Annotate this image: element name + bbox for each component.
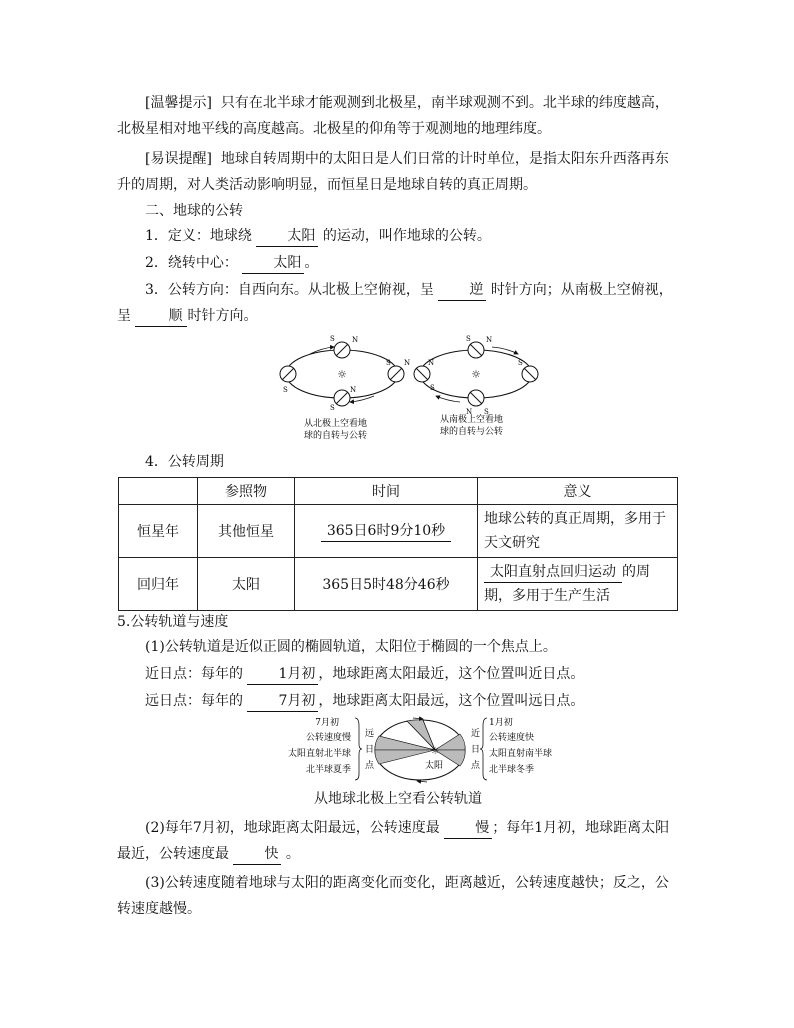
warning-text: 地球自转周期中的太阳日是人们日常的计时单位，是指太阳东升西落再东升的周期，对人类活动影响明显，而恒星日是地球自转的真正周期。 bbox=[117, 151, 669, 193]
row2-time: 365日5时48分46秒 bbox=[295, 558, 478, 611]
caption-south-line2: 球的自转与公转 bbox=[440, 427, 504, 437]
perihelion-char-3: 点 bbox=[471, 761, 481, 771]
svg-text:S: S bbox=[484, 408, 489, 416]
sun-icon: ☼ bbox=[430, 746, 440, 757]
center-blank: 太阳 bbox=[242, 253, 304, 274]
direction-blank-north: 逆 bbox=[438, 280, 486, 301]
svg-text:S: S bbox=[330, 335, 335, 343]
sun-label: 太阳 bbox=[425, 761, 444, 771]
aphelion-text: 远日点：每年的 7月初 ，地球距离太阳最远，这个位置叫远日点。 bbox=[117, 688, 679, 714]
row1-name: 恒星年 bbox=[119, 505, 198, 558]
left-label-2: 太阳直射北半球 bbox=[287, 749, 351, 759]
caption-north-line1: 从北极上空看地 bbox=[304, 419, 368, 429]
table-header-time: 时间 bbox=[295, 478, 478, 505]
orbit-figure-caption: 从地球北极上空看公转轨道 bbox=[314, 791, 482, 807]
speed-text: (2)每年7月初，地球距离太阳最远，公转速度最 慢 ；每年1月初，地球距离太阳最近，公转速度最 快 。 bbox=[117, 815, 679, 867]
aphelion-char-1: 远 bbox=[365, 729, 375, 739]
table-row bbox=[119, 558, 678, 611]
svg-text:N: N bbox=[352, 336, 359, 344]
row1-meaning: 地球公转的真正周期，多用于天文研究 bbox=[478, 505, 678, 558]
svg-text:S: S bbox=[518, 359, 523, 367]
aphelion-char-2: 日 bbox=[365, 745, 375, 755]
svg-text:N: N bbox=[404, 359, 411, 367]
row1-time-blank: 365日6时9分10秒 bbox=[321, 521, 451, 542]
sun-icon: ☼ bbox=[337, 368, 347, 381]
tip-label: [温馨提示] bbox=[145, 95, 212, 111]
orbit-ellipse bbox=[375, 718, 465, 782]
table-header-reference: 参照物 bbox=[198, 478, 295, 505]
tip-text: 只有在北半球才能观测到北极星，南半球观测不到。北半球的纬度越高，北极星相对地平线的高度越高。北极星的仰角等于观测地的地理纬度。 bbox=[117, 95, 669, 137]
sun-icon: ☼ bbox=[471, 368, 481, 381]
row2-meaning: 太阳直射点回归运动 的周期，多用于生产生活 bbox=[478, 558, 678, 611]
svg-text:N: N bbox=[466, 408, 473, 416]
tip-paragraph bbox=[117, 90, 679, 142]
table-header-blank bbox=[119, 478, 198, 505]
svg-text:S: S bbox=[466, 335, 471, 343]
row2-meaning-blank: 太阳直射点回归运动 bbox=[484, 562, 622, 583]
svg-text:S: S bbox=[283, 386, 288, 394]
perihelion-text: 近日点：每年的 1月初 ，地球距离太阳最近，这个位置叫近日点。 bbox=[117, 661, 679, 687]
svg-text:S: S bbox=[430, 384, 435, 392]
left-label-0: 7月初 bbox=[315, 718, 339, 728]
svg-text:N: N bbox=[350, 386, 357, 394]
fast-blank: 快 bbox=[233, 844, 281, 865]
north-pole-view-orbit bbox=[280, 335, 410, 412]
right-label-0: 1月初 bbox=[489, 718, 513, 728]
slow-blank: 慢 bbox=[444, 818, 492, 839]
caption-south-line1: 从南极上空看地 bbox=[440, 415, 504, 425]
left-label-3: 北半球夏季 bbox=[305, 765, 351, 775]
rotation-revolution-figure bbox=[280, 330, 540, 445]
right-label-2: 太阳直射南半球 bbox=[489, 749, 553, 759]
center-item: 2．绕转中心： 太阳 。 bbox=[117, 250, 679, 276]
period-title: 4．公转周期 bbox=[145, 454, 224, 470]
perihelion-blank: 1月初 bbox=[247, 664, 318, 685]
orbit-speed-title: 5.公转轨道与速度 bbox=[117, 614, 229, 630]
svg-text:S: S bbox=[386, 359, 391, 367]
row2-reference: 太阳 bbox=[198, 558, 295, 611]
row2-name: 回归年 bbox=[119, 558, 198, 611]
caption-north-line2: 球的自转与公转 bbox=[304, 431, 368, 441]
direction-blank-south: 顺 bbox=[135, 306, 187, 327]
direction-item: 3．公转方向：自西向东。从北极上空俯视，呈 逆 时针方向；从南极上空俯视，呈 顺 时针方向。 bbox=[117, 277, 679, 329]
table-row bbox=[119, 505, 678, 558]
perihelion-char-1: 近 bbox=[471, 729, 481, 739]
south-pole-view-orbit bbox=[414, 335, 538, 416]
orbit-shape-text: (1)公转轨道是近似正圆的椭圆轨道，太阳位于椭圆的一个焦点上。 bbox=[145, 639, 557, 655]
left-label-1: 公转速度慢 bbox=[305, 733, 351, 743]
row1-reference: 其他恒星 bbox=[198, 505, 295, 558]
perihelion-char-2: 日 bbox=[471, 745, 481, 755]
table-header-meaning: 意义 bbox=[478, 478, 678, 505]
definition-blank: 太阳 bbox=[256, 226, 318, 247]
right-label-1: 公转速度快 bbox=[489, 733, 535, 743]
right-label-3: 北半球冬季 bbox=[489, 765, 535, 775]
aphelion-blank: 7月初 bbox=[247, 691, 318, 712]
svg-text:N: N bbox=[486, 336, 493, 344]
aphelion-char-3: 点 bbox=[365, 761, 375, 771]
definition-item: 1．定义：地球绕 太阳 的运动，叫作地球的公转。 bbox=[117, 223, 679, 249]
revolution-period-table bbox=[118, 477, 678, 611]
speed-variation-text: (3)公转速度随着地球与太阳的距离变化而变化，距离越近，公转速度越快；反之，公转速度越慢。 bbox=[117, 875, 669, 917]
orbit-speed-figure bbox=[287, 714, 555, 786]
svg-text:N: N bbox=[428, 359, 435, 367]
warning-label: [易误提醒] bbox=[145, 151, 212, 167]
section-title: 二、地球的公转 bbox=[145, 203, 243, 219]
svg-text:S: S bbox=[330, 404, 335, 412]
warning-paragraph bbox=[117, 146, 679, 198]
